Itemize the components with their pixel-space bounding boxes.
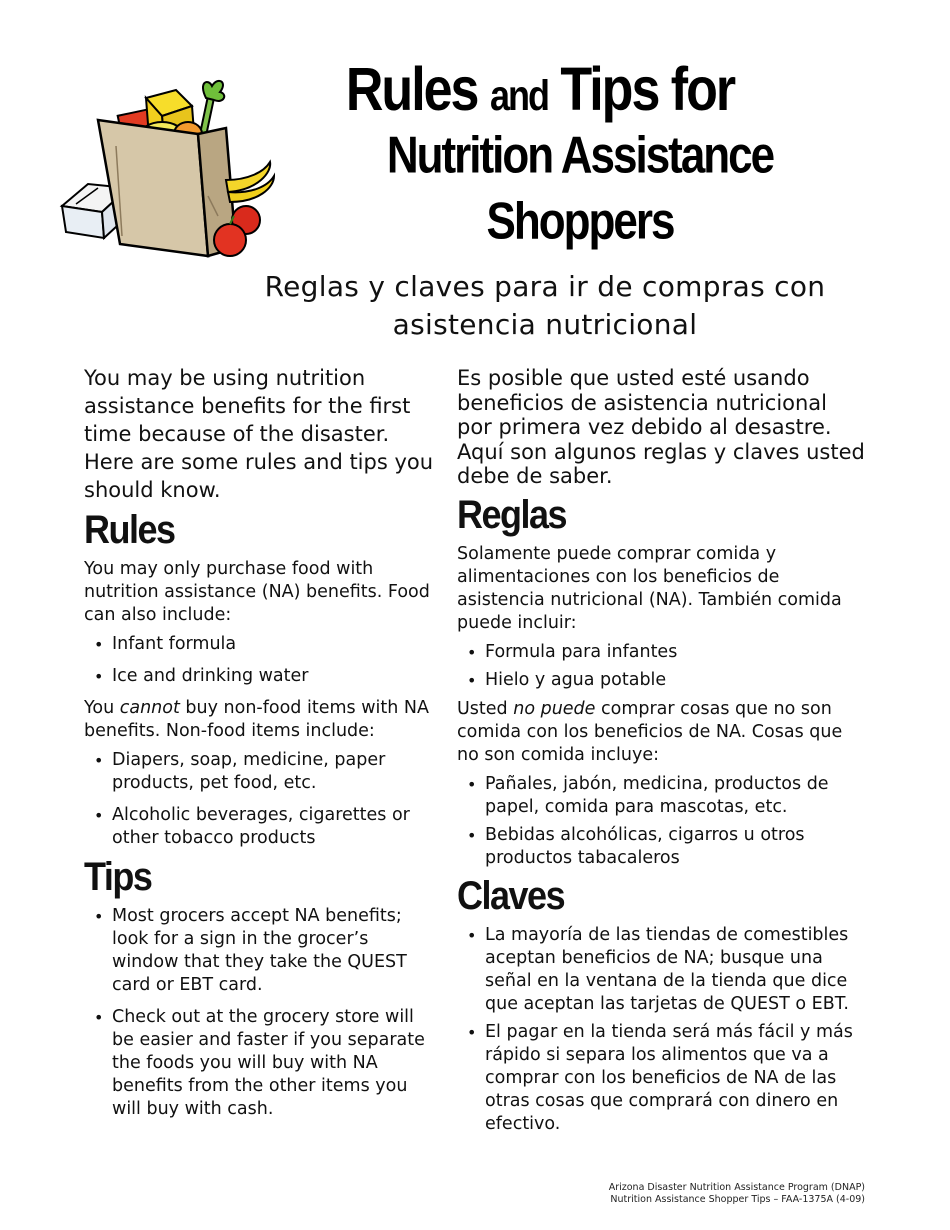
english-cannot-text: You cannot buy non-food items with NA benefits. Non-food items include: <box>84 698 429 741</box>
spanish-tips-list <box>457 924 867 1136</box>
spanish-cannot-text: Usted no puede comprar cosas que no son comida con los beneficios de NA. Cosas que no son comida incluye: <box>457 698 843 765</box>
footer-program: Arizona Disaster Nutrition Assistance Program (DNAP) <box>608 1182 865 1193</box>
title-line-2: Nutrition Assistance <box>386 126 774 185</box>
spanish-intro: Es posible que usted esté usando beneficios de asistencia nutricional por primera vez debido al desastre. Aquí son algunos reglas y claves usted debe de saber. <box>457 366 865 488</box>
english-rules-text: You may only purchase food with nutrition assistance (NA) benefits. Food can also include: <box>84 559 430 625</box>
english-rules-list <box>84 633 434 688</box>
list-item: • Bebidas alcohólicas, cigarros u otros productos tabacaleros <box>457 824 867 870</box>
list-item: • Alcoholic beverages, cigarettes or other tobacco products <box>84 804 434 850</box>
title-line-1 <box>250 55 830 125</box>
spanish-nonfood-list <box>457 773 867 870</box>
list-item: • Most grocers accept NA benefits; look for a sign in the grocer’s window that they take the QUEST card or EBT card. <box>84 905 434 997</box>
reglas-heading: Reglas <box>457 491 567 537</box>
list-item: • Hielo y agua potable <box>457 669 867 692</box>
list-item: • Infant formula <box>84 633 434 656</box>
list-item: • Pañales, jabón, medicina, productos de papel, comida para mascotas, etc. <box>457 773 867 819</box>
tips-heading: Tips <box>84 853 152 899</box>
spanish-rules-list <box>457 641 867 692</box>
english-column <box>84 364 434 1130</box>
list-item: • La mayoría de las tiendas de comestibles aceptan beneficios de NA; busque una señal en la ventana de la tienda que dice que aceptan las tarjetas de QUEST o EBT. <box>457 924 867 1016</box>
english-intro: You may be using nutrition assistance benefits for the first time because of the disaster. Here are some rules and tips you should know. <box>84 366 434 502</box>
list-item: • El pagar en la tienda será más fácil y más rápido si separa los alimentos que va a comprar con los beneficios de NA de las otras cosas que comprará con dinero en efectivo. <box>457 1021 867 1136</box>
spanish-column <box>457 364 867 1142</box>
title-rules: Rules <box>345 55 478 125</box>
list-item: • Check out at the grocery store will be easier and faster if you separate the foods you will buy with NA benefits from the other items you will buy with cash. <box>84 1006 434 1121</box>
rules-heading: Rules <box>84 506 175 552</box>
claves-heading: Claves <box>457 872 565 918</box>
title-and: and <box>489 71 548 120</box>
celery <box>200 81 224 136</box>
list-item: • Formula para infantes <box>457 641 867 664</box>
subtitle: Reglas y claves para ir de compras con asistencia nutricional <box>264 270 826 341</box>
english-nonfood-list <box>84 749 434 850</box>
list-item: • Ice and drinking water <box>84 665 434 688</box>
emphasis: no puede <box>513 698 596 719</box>
english-tips-list <box>84 905 434 1121</box>
footer <box>609 1182 865 1206</box>
list-item: • Diapers, soap, medicine, paper products, pet food, etc. <box>84 749 434 795</box>
emphasis: cannot <box>119 698 180 718</box>
title-line-3: Shoppers <box>486 192 674 251</box>
title-tips-for: Tips for <box>560 55 735 125</box>
page-title <box>330 55 830 251</box>
spanish-rules-text: Solamente puede comprar comida y alimentaciones con los beneficios de asistencia nutricional (NA). También comida puede incluir: <box>457 543 842 633</box>
footer-form-id: Nutrition Assistance Shopper Tips – FAA-1375A (4-09) <box>610 1194 865 1205</box>
bananas <box>226 162 274 202</box>
